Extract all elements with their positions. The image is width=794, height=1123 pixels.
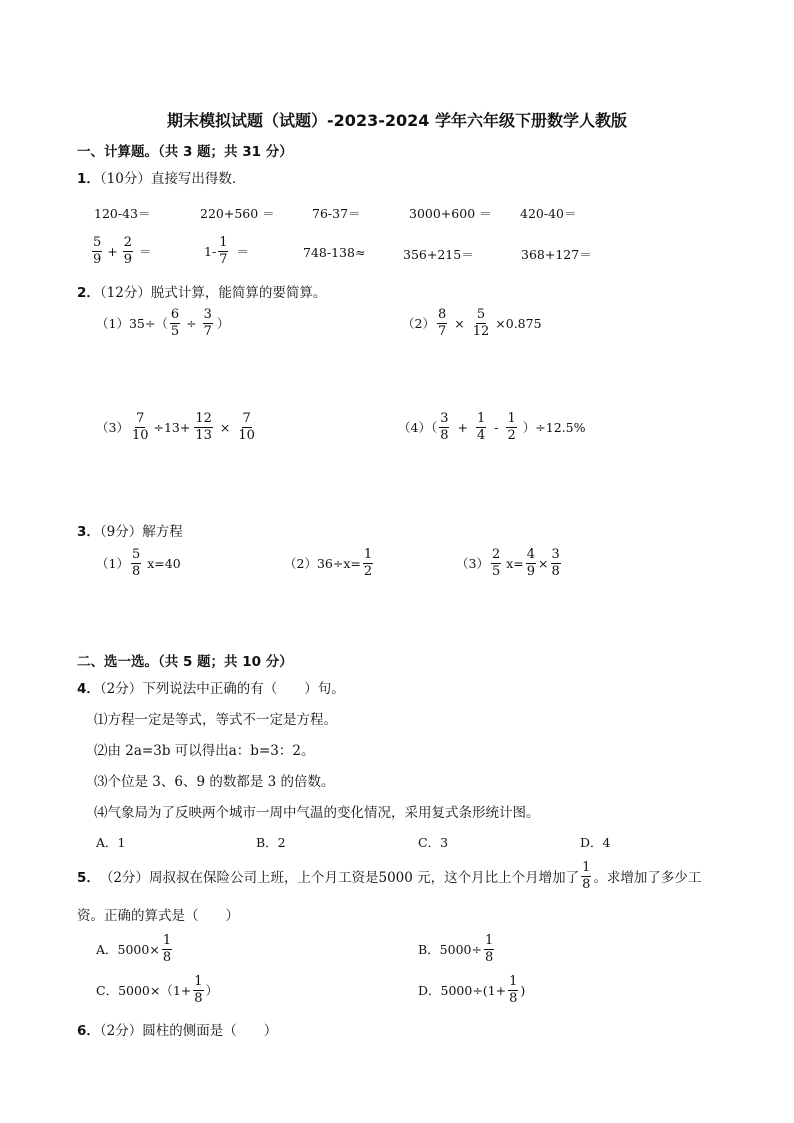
fraction: $\frac{1}{4}$ [476,411,486,443]
fraction: $\frac{5}{12}$ [472,307,490,339]
fraction: $\frac{1}{8}$ [484,933,494,965]
section-heading-1: 一、计算题。（共 3 题；共 31 分） [77,144,293,160]
question-3-stem [77,520,183,540]
calc-item: 420-40＝ [520,206,577,221]
calc-item-fraction-sum: $\frac{5}{9}$ + $\frac{2}{9}$ ＝ [93,235,152,267]
question-score: （2分） [99,1023,143,1039]
question-score: （10分） [99,171,151,187]
question-6-stem [77,1019,277,1039]
fraction: $\frac{4}{9}$ [526,547,536,579]
question-number: 1． [77,171,100,187]
question-text: 周叔叔在保险公司上班，上个月工资是5000 元，这个月比上个月增加了 [149,870,580,887]
calc-item: 748-138≈ [303,245,366,260]
fraction: $\frac{7}{10}$ [238,411,255,443]
calc-item: 76-37＝ [312,206,361,221]
question-1-stem [77,167,245,187]
fraction: $\frac{1}{2}$ [507,411,516,443]
question-text: 圆柱的侧面是（ ） [142,1023,278,1039]
option-a[interactable]: A．1 [96,835,126,850]
section-heading-2: 二、选一选。（共 5 题；共 10 分） [77,654,293,670]
question-score: （12分） [99,285,151,301]
question-score: （2分） [99,681,143,697]
fraction: $\frac{12}{13}$ [195,411,212,443]
fraction: $\frac{5}{9}$ [93,235,102,267]
calc-item: 220+560 ＝ [200,206,275,221]
question-text: 下列说法中正确的有（ ）句。 [142,681,345,697]
statement-2: ⑵由 2a=3b 可以得出a：b=3：2。 [94,743,315,759]
equation-3-3: （3） $\frac{2}{5}$ x= $\frac{4}{9}$ × $\frac{3}{8}$ [456,547,560,579]
statement-4: ⑷气象局为了反映两个城市一周中气温的变化情况，采用复式条形统计图。 [94,805,540,821]
question-text: 脱式计算，能简算的要简算。 [150,285,327,301]
problem-2-3: （3） $\frac{7}{10}$ ÷13+ $\frac{12}{13}$ × $\frac{7}{10}$ [96,411,255,443]
fraction: $\frac{1}{8}$ [509,974,518,1006]
question-text: 解方程 [142,524,183,540]
question-text: 直接写出得数． [150,171,246,187]
statement-3: ⑶个位是 3、6、9 的数都是 3 的倍数。 [94,774,335,790]
question-2-stem [77,281,326,301]
question-number: 6． [77,1023,100,1039]
fraction: $\frac{7}{10}$ [131,411,149,443]
option-c[interactable]: C．3 [418,835,449,850]
fraction: $\frac{1}{8}$ [194,974,203,1006]
calc-item: 120-43＝ [94,206,151,221]
problem-2-4: （4）（ $\frac{3}{8}$ + $\frac{1}{4}$ - $\frac{1}{2}$ ）÷12.5% [398,411,586,443]
option-d[interactable]: D．4 [580,835,611,850]
question-4-stem [77,677,345,697]
question-5-stem-line2: 资。正确的算式是（ ） [77,908,239,924]
question-score: （9分） [99,524,143,540]
option-d[interactable]: D．5000÷(1+ $\frac{1}{8}$ ) [418,974,526,1006]
page-title: 期末模拟试题（试题）-2023-2024 学年六年级下册数学人教版 [167,111,627,130]
question-5-stem [77,861,701,891]
calc-item: 368+127＝ [521,247,592,262]
option-b[interactable]: B．2 [256,835,286,850]
equation-3-2: （2）36÷x= $\frac{1}{2}$ [284,547,373,579]
option-b[interactable]: B．5000÷ $\frac{1}{8}$ [418,933,494,965]
fraction: $\frac{1}{7}$ [219,235,228,267]
fraction: $\frac{1}{2}$ [363,547,373,579]
question-number: 2． [77,285,100,301]
fraction: $\frac{1}{8}$ [582,860,591,892]
question-text-cont: 。求增加了多少工 [593,870,702,887]
calc-item-fraction-diff: 1- $\frac{1}{7}$ ＝ [204,235,249,267]
problem-2-1: （1）35÷（ $\frac{6}{5}$ ÷ $\frac{3}{7}$ ） [96,307,230,339]
fraction: $\frac{3}{7}$ [203,307,212,339]
option-c[interactable]: C．5000×（1+ $\frac{1}{8}$ ） [96,974,219,1006]
question-number: 5． [77,870,100,887]
calc-item: 356+215＝ [403,247,474,262]
fraction: $\frac{3}{8}$ [551,547,560,579]
question-score: （2分） [99,870,149,887]
fraction: $\frac{6}{5}$ [170,307,180,339]
fraction: $\frac{2}{5}$ [491,547,501,579]
calc-item: 3000+600 ＝ [409,206,492,221]
fraction: $\frac{3}{8}$ [440,411,449,443]
problem-2-2: （2） $\frac{8}{7}$ × $\frac{5}{12}$ ×0.875 [402,307,542,339]
question-number: 4． [77,681,100,697]
equation-3-1: （1） $\frac{5}{8}$ x=40 [96,547,181,579]
option-a[interactable]: A．5000× $\frac{1}{8}$ [96,933,172,965]
question-number: 3． [77,524,100,540]
fraction: $\frac{8}{7}$ [437,307,447,339]
fraction: $\frac{2}{9}$ [123,235,133,267]
fraction: $\frac{5}{8}$ [131,547,141,579]
statement-1: ⑴方程一定是等式，等式不一定是方程。 [94,712,337,728]
fraction: $\frac{1}{8}$ [162,933,172,965]
